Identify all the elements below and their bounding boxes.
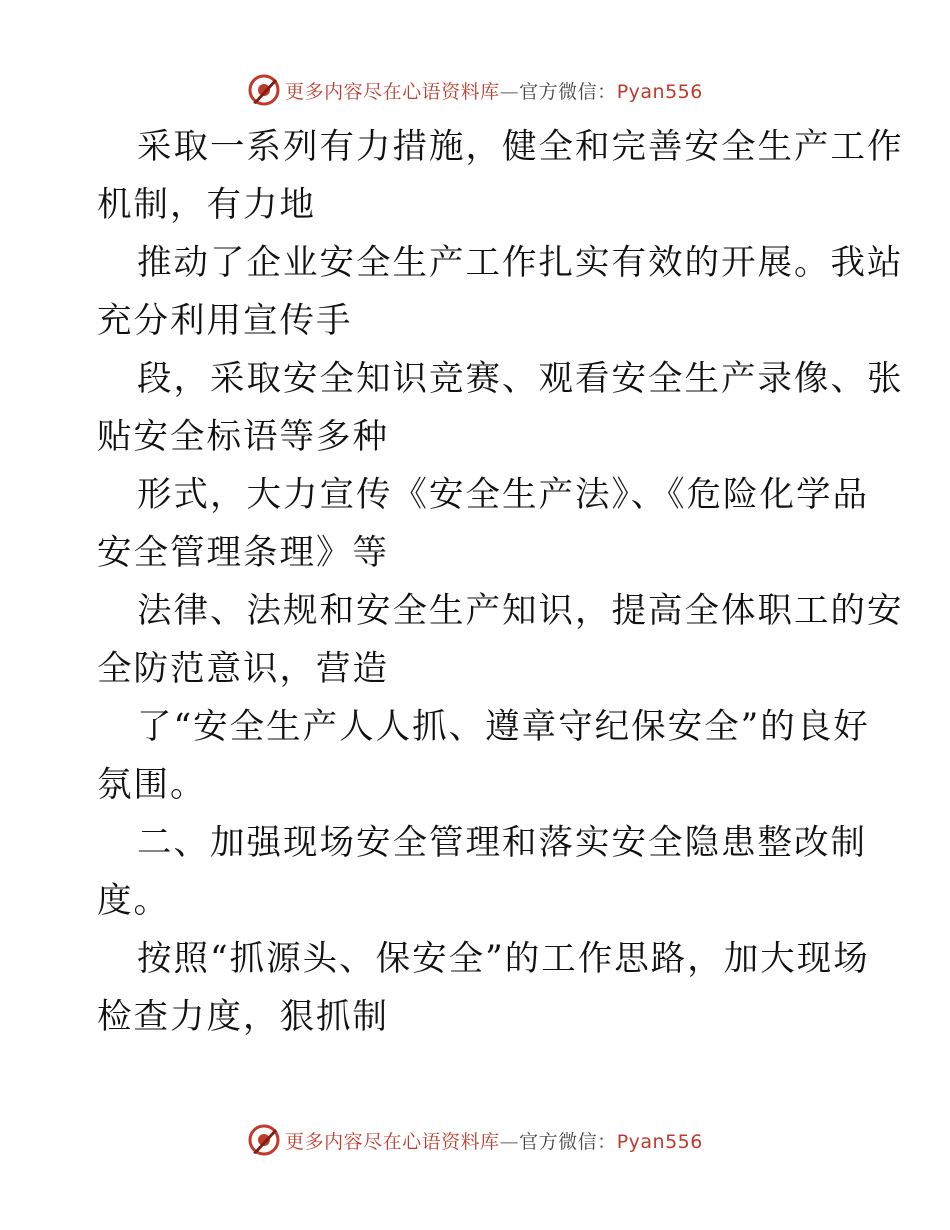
banner-wechat-label: 官方微信：: [519, 1130, 617, 1153]
banner-dash: —: [499, 1130, 520, 1153]
quill-logo-icon: [247, 73, 281, 107]
paragraph-line: 机制，有力地: [97, 185, 316, 225]
banner-site-text: 更多内容尽在心语资料库: [285, 80, 500, 103]
paragraph-line: 段，采取安全知识竞赛、观看安全生产录像、张: [137, 359, 904, 399]
paragraph: [97, 698, 870, 814]
paragraph: [97, 466, 869, 582]
paragraph-line: 充分利用宣传手: [97, 301, 353, 341]
paragraph-line: 按照“抓源头、保安全”的工作思路，加大现场: [137, 939, 870, 979]
banner-wechat-label: 官方微信：: [519, 80, 617, 103]
document-body: [97, 118, 904, 1046]
paragraph-line: 法律、法规和安全生产知识，提高全体职工的安: [137, 591, 904, 631]
paragraph-line: 全防范意识，营造: [97, 649, 389, 689]
paragraph-line: 氛围。: [97, 765, 207, 805]
section-heading: [97, 814, 867, 930]
paragraph: [97, 930, 870, 1046]
paragraph-line: 形式，大力宣传《安全生产法》、《危险化学品: [137, 475, 869, 515]
footer-banner: [0, 1120, 950, 1160]
paragraph: [97, 582, 904, 698]
banner-wechat-id: Pyan556: [616, 1130, 703, 1153]
paragraph: [97, 234, 904, 350]
banner-wechat-id: Pyan556: [616, 80, 703, 103]
paragraph-line: 检查力度，狠抓制: [97, 997, 389, 1037]
paragraph-line: 度。: [97, 881, 170, 921]
banner-text: [285, 77, 703, 104]
header-banner: [0, 70, 950, 110]
paragraph-line: 安全管理条理》等: [97, 533, 389, 573]
paragraph-line: 贴安全标语等多种: [97, 417, 389, 457]
banner-text: [285, 1127, 703, 1154]
paragraph: [97, 350, 904, 466]
paragraph: [97, 118, 904, 234]
paragraph-line: 采取一系列有力措施，健全和完善安全生产工作: [137, 127, 904, 167]
quill-logo-icon: [247, 1123, 281, 1157]
paragraph-line: 了“安全生产人人抓、遵章守纪保安全”的良好: [137, 707, 870, 747]
paragraph-line: 二、加强现场安全管理和落实安全隐患整改制: [137, 823, 867, 863]
paragraph-line: 推动了企业安全生产工作扎实有效的开展。我站: [137, 243, 904, 283]
banner-site-text: 更多内容尽在心语资料库: [285, 1130, 500, 1153]
banner-dash: —: [499, 80, 520, 103]
